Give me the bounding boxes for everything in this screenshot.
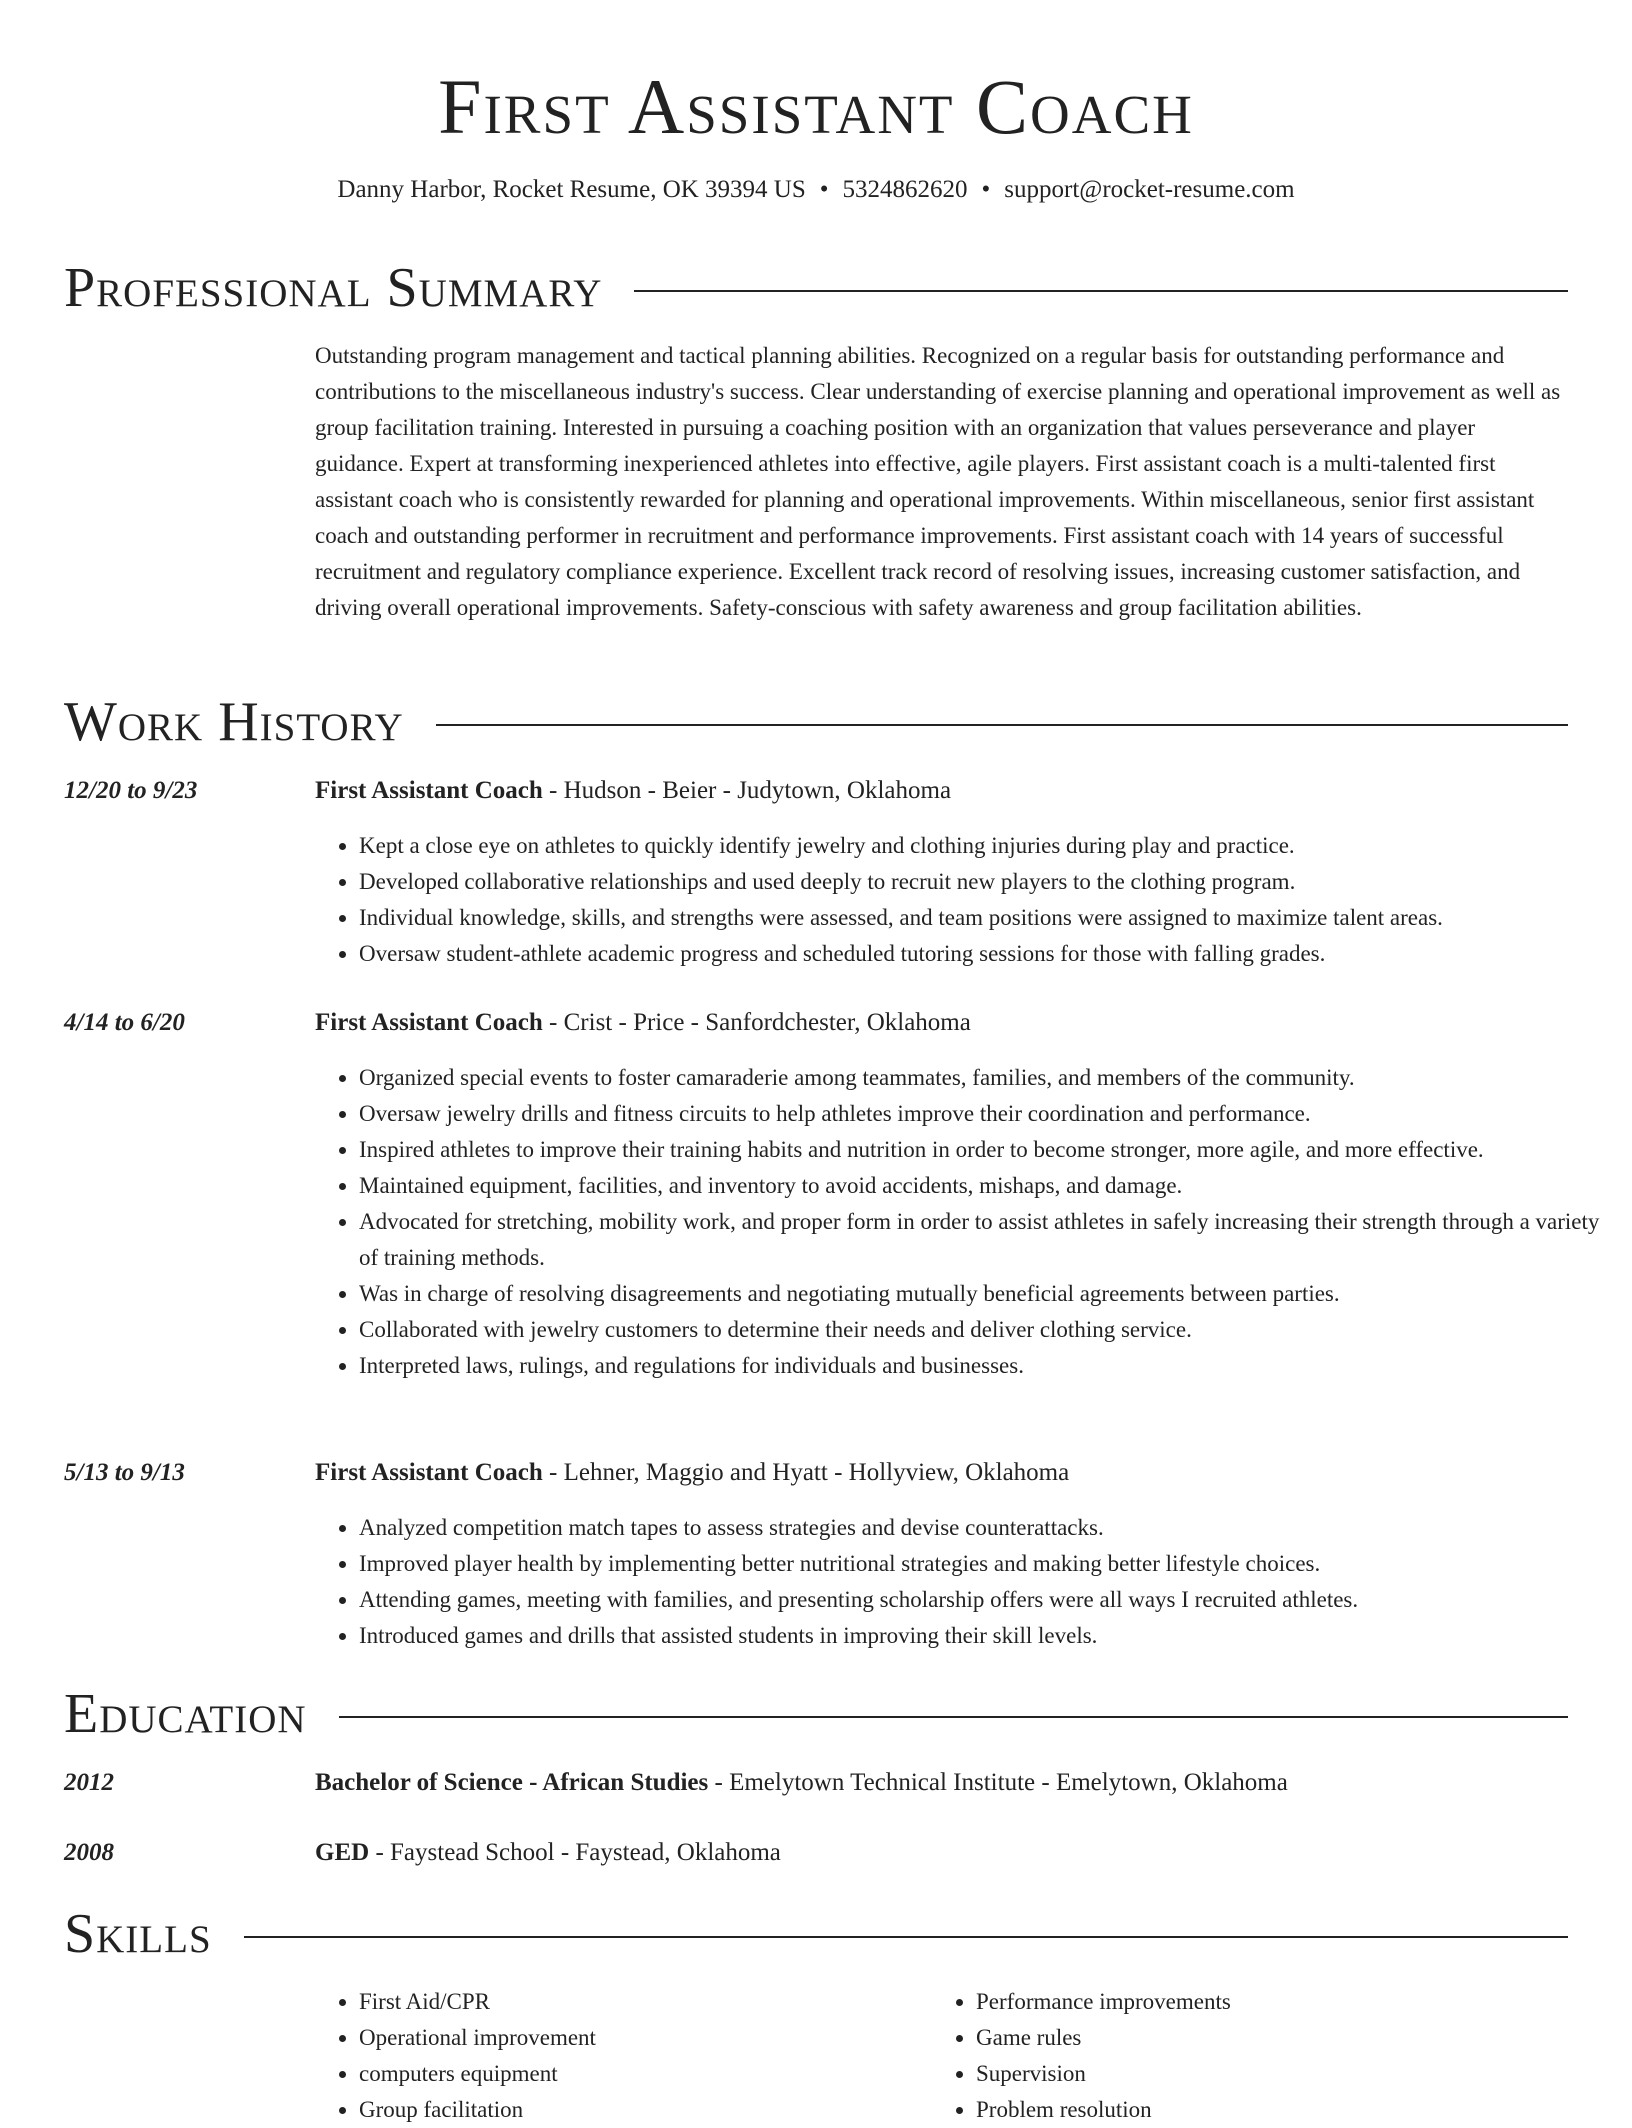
job-title: First Assistant Coach [315,1009,543,1036]
section-title-work: Work History [64,691,404,753]
contact-address: Danny Harbor, Rocket Resume, OK 39394 US [337,176,806,203]
list-item: • Individual knowledge, skills, and strengths were assessed, and team positions were assigned to maximize talent areas. [359,900,1612,936]
section-title-skills: Skills [64,1903,212,1965]
job-dates: 4/14 to 6/20 [64,1009,185,1036]
work-section-header [64,690,1568,754]
list-item: • Developed collaborative relationships and used deeply to recruit new players to the clothing program. [359,864,1612,900]
list-item: • Maintained equipment, facilities, and inventory to avoid accidents, mishaps, and damage. [359,1168,1612,1204]
skills-list-right [932,1984,1536,2128]
section-divider [339,1716,1568,1718]
list-item: • Attending games, meeting with families, and presenting scholarship offers were all ways I recruited athletes. [359,1582,1612,1618]
job-dates: 5/13 to 9/13 [64,1459,185,1486]
skill-item: • Operational improvement [359,2020,919,2056]
skills-list-left [315,1984,919,2128]
skill-item: • Game rules [976,2020,1536,2056]
list-item: • Collaborated with jewelry customers to determine their needs and deliver clothing service. [359,1312,1612,1348]
education-degree: GED [315,1839,370,1866]
skill-item: • Supervision [976,2056,1536,2092]
list-item: • Interpreted laws, rulings, and regulations for individuals and businesses. [359,1348,1612,1384]
skill-item: • First Aid/CPR [359,1984,919,2020]
list-item: • Oversaw jewelry drills and fitness circuits to help athletes improve their coordination and performance. [359,1096,1612,1132]
list-item: • Introduced games and drills that assisted students in improving their skill levels. [359,1618,1612,1654]
contact-line [0,172,1632,208]
list-item: • Analyzed competition match tapes to assess strategies and devise counterattacks. [359,1510,1612,1546]
list-item: • Was in charge of resolving disagreements and negotiating mutually beneficial agreements between parties. [359,1276,1612,1312]
skills-section-header [64,1902,1568,1966]
education-entry [315,1835,1568,1871]
list-item: • Improved player health by implementing better nutritional strategies and making better lifestyle choices. [359,1546,1612,1582]
education-degree: Bachelor of Science - African Studies [315,1769,709,1796]
summary-text: Outstanding program management and tactical planning abilities. Recognized on a regular basis for outstanding performance and contributions to the miscellaneous industry's success. Clear understanding of exercise planning and operational improvement as well as group facilitation training. Interested in pursuing a coaching position with an organization that values perseverance and player guidance. Expert at transforming inexperienced athletes into effective, agile players. First assistant coach is a multi-talented first assistant coach who is consistently rewarded for planning and operational improvements. Within miscellaneous, senior first assistant coach and outstanding performer in recruitment and performance improvements. First assistant coach with 14 years of successful recruitment and regulatory compliance experience. Excellent track record of resolving issues, increasing customer satisfaction, and driving overall operational improvements. Safety-conscious with safety awareness and group facilitation abilities. [315,343,1561,620]
list-item: • Organized special events to foster camaraderie among teammates, families, and members of the community. [359,1060,1612,1096]
list-item: • Inspired athletes to improve their training habits and nutrition in order to become stronger, more agile, and more effective. [359,1132,1612,1168]
contact-phone: 5324862620 [842,176,968,203]
job-title: First Assistant Coach [315,777,543,804]
summary-section-header [64,256,1568,320]
list-item: • Oversaw student-athlete academic progress and scheduled tutoring sessions for those with falling grades. [359,936,1612,972]
education-year: 2008 [64,1839,114,1866]
list-item: • Advocated for stretching, mobility work, and proper form in order to assist athletes in safely increasing their strength through a variety of training methods. [359,1204,1612,1276]
job-bullets [315,1060,1612,1384]
job-header [315,1455,1568,1491]
page-title: First Assistant Coach [438,63,1194,150]
list-item: • Kept a close eye on athletes to quickly identify jewelry and clothing injuries during play and practice. [359,828,1612,864]
section-divider [244,1936,1568,1938]
job-title: First Assistant Coach [315,1459,543,1486]
job-bullets [315,828,1612,972]
education-school: - Emelytown Technical Institute - Emelytown, Oklahoma [708,1769,1288,1796]
education-school: - Faystead School - Faystead, Oklahoma [369,1839,781,1866]
section-title-summary: Professional Summary [64,257,603,319]
skill-item: • Group facilitation [359,2092,919,2128]
education-year: 2012 [64,1769,114,1796]
separator-dot: • [819,176,829,203]
section-divider [634,290,1568,292]
section-title-education: Education [64,1683,307,1745]
job-employer: - Lehner, Maggio and Hyatt - Hollyview, Oklahoma [542,1459,1070,1486]
section-divider [436,724,1568,726]
education-entry [315,1765,1568,1801]
job-employer: - Crist - Price - Sanfordchester, Oklahoma [542,1009,971,1036]
skill-item: • Problem resolution [976,2092,1536,2128]
job-header [315,1005,1568,1041]
job-bullets [315,1510,1612,1654]
job-employer: - Hudson - Beier - Judytown, Oklahoma [542,777,952,804]
skill-item: • computers equipment [359,2056,919,2092]
skill-item: • Performance improvements [976,1984,1536,2020]
separator-dot: • [981,176,991,203]
contact-email: support@rocket-resume.com [1004,176,1295,203]
job-dates: 12/20 to 9/23 [64,777,198,804]
education-section-header [64,1682,1568,1746]
job-header [315,773,1568,809]
